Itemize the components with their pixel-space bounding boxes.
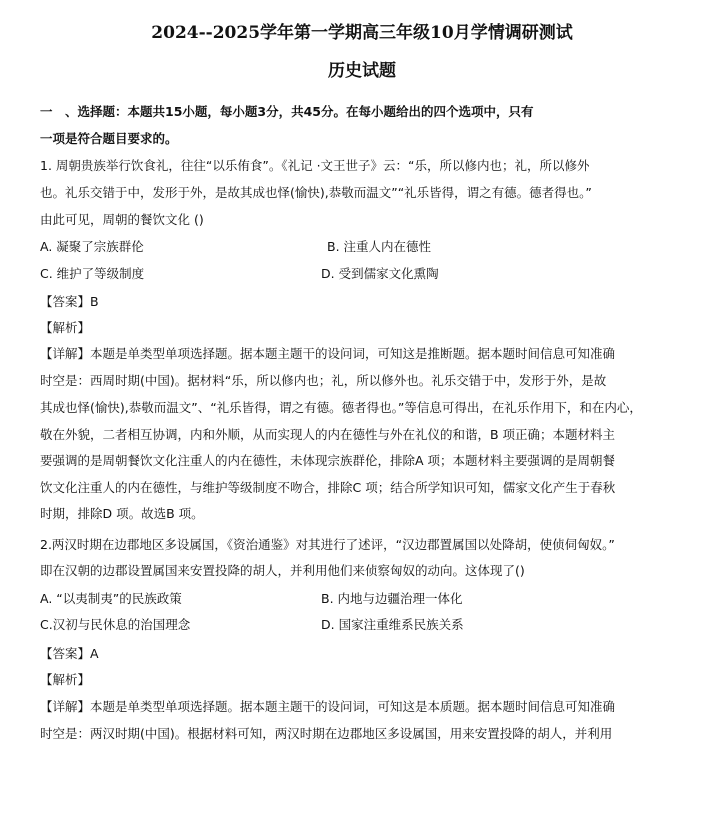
exam-title: 2024--2025学年第一学期高三年级10月学情调研测试: [151, 23, 573, 43]
q2-stem-line-1: 2.两汉时期在边郡地区多设属国，《资治通鉴》对其进行了述评，“汉边郡置属国以处降胡，使侦伺匈奴。”: [40, 537, 615, 552]
q2-option-c: C.汉初与民休息的治国理念: [40, 617, 191, 632]
q1-detail-line-6: 饮文化注重人的内在德性，与维护等级制度不吻合，排除C 项；结合所学知识可知，儒家文化产生于春秋: [40, 480, 616, 495]
q1-stem-line-2: 也。礼乐交错于中，发形于外，是故其成也怿(愉快),恭敬而温文”“礼乐皆得，谓之有德。德者得也。”: [40, 185, 592, 200]
q2-detail-line-1: 【详解】本题是单类型单项选择题。据本题主题干的设问词，可知这是本质题。据本题时间信息可知准确: [40, 699, 616, 714]
q1-stem-line-3: 由此可见，周朝的餐饮文化 (): [40, 212, 204, 227]
q1-detail-line-4: 敬在外貌，二者相互协调，内和外顺，从而实现人的内在德性与外在礼仪的和谐，B 项正确；本题材料主: [40, 427, 616, 442]
q2-detail-line-2: 时空是：两汉时期(中国)。根据材料可知，两汉时期在边郡地区多设属国，用来安置投降的胡人，并利用: [40, 726, 613, 741]
q2-option-b: B. 内地与边疆治理一体化: [321, 591, 463, 606]
q1-option-d: D. 受到儒家文化熏陶: [321, 266, 439, 281]
q1-detail-line-3: 其成也怿(愉快),恭敬而温文”、“礼乐皆得，谓之有德。德者得也。”等信息可得出，在礼乐作用下，和在内心，: [40, 400, 642, 415]
q1-detail-line-2: 时空是：西周时期(中国)。据材料“乐，所以修内也；礼，所以修外也。礼乐交错于中，发形于外，是故: [40, 373, 607, 388]
section-heading-line-1: 一 、选择题：本题共15小题，每小题3分，共45分。在每小题给出的四个选项中，只有: [40, 104, 534, 119]
q1-option-a: A. 凝聚了宗族群伦: [40, 239, 144, 254]
q1-option-c: C. 维护了等级制度: [40, 266, 145, 281]
q1-detail-line-5: 要强调的是周朝餐饮文化注重人的内在德性，未体现宗族群伦，排除A 项；本题材料主要强调的是周朝餐: [40, 453, 616, 468]
q2-option-a: A. “以夷制夷”的民族政策: [40, 591, 182, 606]
q2-stem-line-2: 即在汉朝的边郡设置属国来安置投降的胡人，并利用他们来侦察匈奴的动向。这体现了(): [40, 563, 525, 578]
q1-answer: 【答案】B: [40, 294, 99, 309]
section-heading-line-2: 一项是符合题目要求的。: [40, 131, 178, 146]
exam-subtitle: 历史试题: [328, 61, 396, 81]
q1-stem-line-1: 1. 周朝贵族举行饮食礼，往往“以乐侑食”。《礼记 ·文王世子》云：“乐，所以修内也；礼，所以修外: [40, 158, 590, 173]
q2-answer: 【答案】A: [40, 646, 99, 661]
q1-detail-line-7: 时期，排除D 项。故选B 项。: [40, 506, 204, 521]
q1-detail-line-1: 【详解】本题是单类型单项选择题。据本题主题干的设问词，可知这是推断题。据本题时间信息可知准确: [40, 346, 616, 361]
q2-option-d: D. 国家注重维系民族关系: [321, 617, 464, 632]
q1-option-b: B. 注重人内在德性: [327, 239, 432, 254]
q1-analysis-label: 【解析】: [40, 320, 91, 335]
q2-analysis-label: 【解析】: [40, 672, 91, 687]
